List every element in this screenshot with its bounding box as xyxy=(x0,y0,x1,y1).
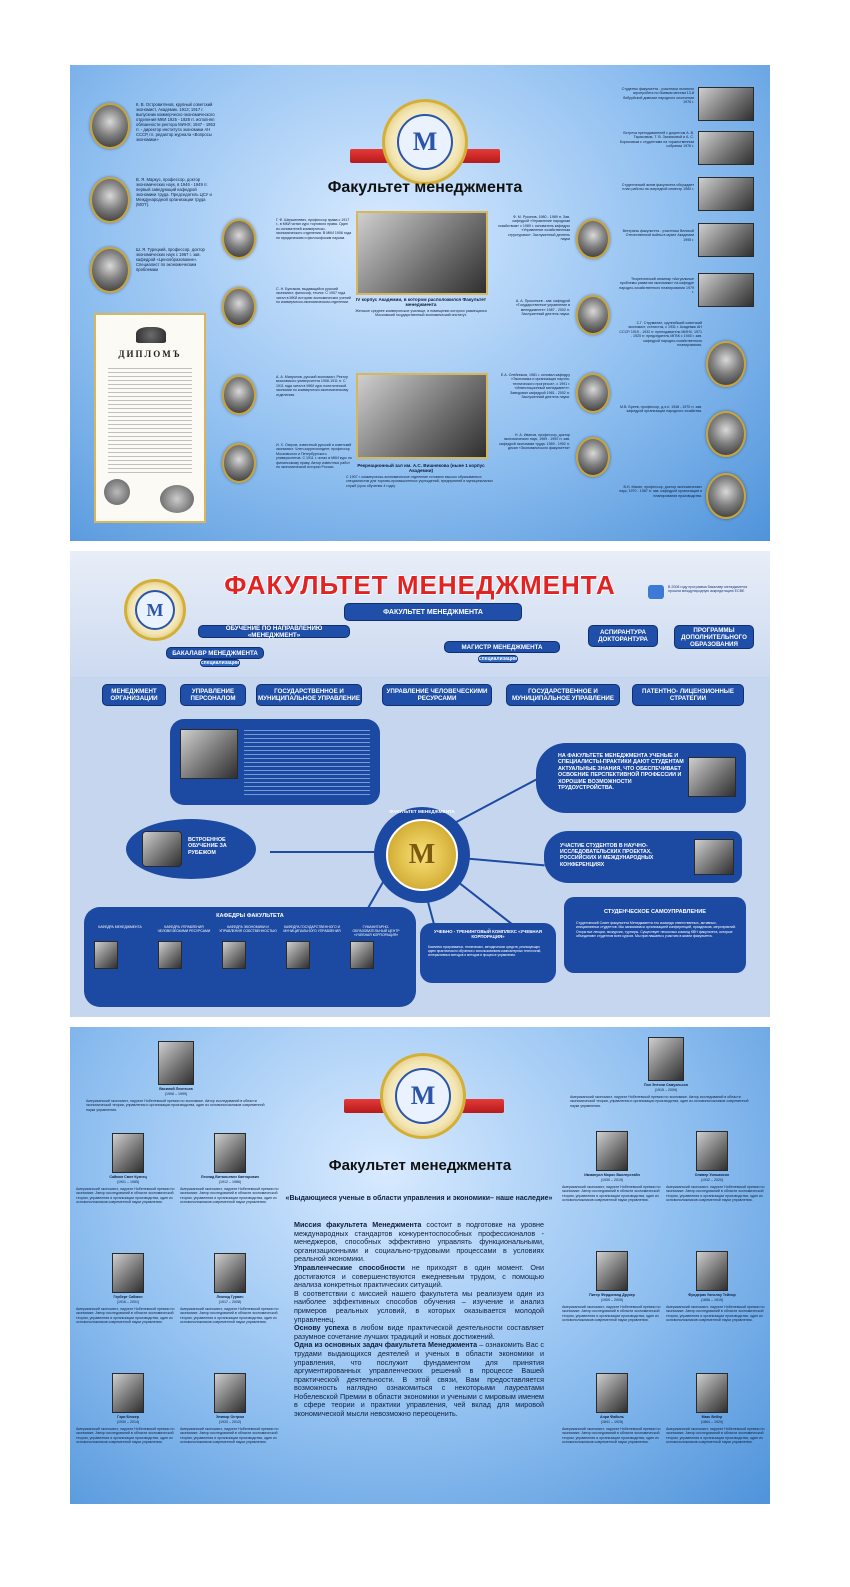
name-taylor: Фредерик Уинслоу Тейлор xyxy=(688,1293,736,1297)
panel3-title: Факультет менеджмента xyxy=(328,1157,512,1174)
portrait-taylor xyxy=(696,1251,728,1291)
bio-left-1: К. В. Островитянов, крупный советский экономист, Академик. 1913; 1917 г. выпускник коммерческо-экономического отделения МКИ 1925 - 1928 гг. исполнял обязанности ректора МИНХ; 1947 - 1953 гг. - директор института экономики АН СССР, гл. редактор журнала «Вопросы экономики» xyxy=(136,102,216,142)
hall-caption-title: Рекреационный зал им. А.С. Вишнякова (ныне 1 корпус Академии) xyxy=(357,463,485,474)
panel1-title: Факультет менеджмента xyxy=(327,179,523,196)
name-williamson: Оливер Уильямсон xyxy=(694,1173,730,1177)
name-samuelson: Пол Энтони Самуэльсон xyxy=(644,1083,688,1087)
bio-mid-3: А. А. Мануилов, русский экономист, Ректор московского университета 1908-1911 гг. С 1911 года читал в МКИ курс политической экономии по коммерческо-экономическому отделению. xyxy=(276,375,349,397)
years-leontief: (1906 – 1999) xyxy=(164,1092,188,1096)
eagle-emblem-icon xyxy=(136,327,166,343)
diploma-image xyxy=(94,313,206,523)
portrait-markus xyxy=(90,177,130,223)
portrait-rusinov xyxy=(576,219,610,259)
portrait-hurwicz xyxy=(214,1253,246,1293)
ability-lead: Управленческие способности xyxy=(294,1262,405,1272)
bio-right-1: Студенты факультета - участники льняного агропробега по боевым местам 13-й бобруйской дивизии народного ополчения 1976 г. xyxy=(621,87,694,105)
name-hurwicz: Леонид Гурвич xyxy=(216,1295,244,1299)
abroad-photo xyxy=(142,831,182,867)
complex-title: УЧЕБНО - ТРЕНИНГОВЫЙ КОМПЛЕКС «УЧЕБНАЯ КОРПОРАЦИЯ» xyxy=(434,929,542,940)
practice-text: НА ФАКУЛЬТЕТЕ МЕНЕДЖМЕНТА УЧЕНЫЕ И СПЕЦИАЛИСТЫ-ПРАКТИКИ ДАЮТ СТУДЕНТАМ АКТУАЛЬНЫЕ ЗНАНИЯ, ЧТО ОБЕСПЕЧИВАЕТ ОСВОЕНИЕ ПЕРСПЕКТИВНОЙ ПРОФЕССИИ И ХОРОШИЕ ВОЗМОЖНОСТИ ТРУДОУСТРОЙСТВА. xyxy=(558,753,684,792)
complex-text: Комплекс программных, технических, методических средств, реализующих идею практического обучения с использованием компьютерных технологий, интерактивных методов и методов в процессе управления. xyxy=(428,945,542,957)
hall-caption-text: С 1907 г. коммерческо-экономическое отделение готовило высоко образованных специалистов для торгово-промышленных учреждений, предприятий и муниципальных служб (срок обучения 4 года). xyxy=(346,475,493,488)
portrait-becker xyxy=(112,1373,144,1413)
task-body: – ознакомить Вас с трудами выдающихся деятелей и ученых в области экономики и управления, что послужит фундаментом для принятия аргументированных управленческих решений в процессе Вашей практической деятельности. В этой связи, Вам предоставляется возможность наглядно ознакомиться с некоторыми лауреатами Нобелевской Премии в области экономики и учеными с мировым именем в сфере теории и практики управления, чей вклад для мировой экономической мысли невозможно переоценить. xyxy=(294,1340,545,1419)
kafedry-title: КАФЕДРЫ ФАКУЛЬТЕТА xyxy=(216,913,284,919)
years-fayol: (1841 – 1925) xyxy=(600,1420,624,1424)
bio-samuelson: Американский экономист, лауреат Нобелевской премии по экономике. Автор исследований в области экономической теории, управления и организации производства, один из основоположников современной науки управления. xyxy=(570,1095,749,1108)
portrait-ivanov xyxy=(576,437,610,477)
ability-body: не приходят в один момент. Они достигаются и совершенствуются ежедневным трудом, с помощью анализа конкретных практических ситуаций. xyxy=(294,1262,544,1290)
name-becker: Гэри Беккер xyxy=(117,1415,139,1419)
dept-property: КАФЕДРА ЭКОНОМИКИ И УПРАВЛЕНИЯ СОБСТВЕННОСТЬЮ xyxy=(219,925,277,934)
bio-right-5: Теоретический семинар «Актуальные проблемы развития экономики» на кафедре народно-хозяйственного планирования 1979 г. xyxy=(619,277,694,295)
photo-seminar xyxy=(698,273,754,307)
portrait-bulgakov xyxy=(222,287,256,327)
portrait-breev xyxy=(706,411,746,457)
bio-weber: Американский экономист, лауреат Нобелевской премии по экономике. Автор исследований в области экономической теории, управления и организации производства, один из основоположников современной науки управления. xyxy=(666,1427,765,1445)
panel-heritage xyxy=(70,1027,770,1504)
bio-ostrom: Американский экономист, лауреат Нобелевской премии по экономике. Автор исследований в области экономической теории, управления и организации производства, один из основоположников современной науки управления. xyxy=(180,1427,279,1445)
bio-right-2: Встреча преподавателей с доцентом А. В. Тарасовым, Т. В. Записковой и А. С. Борисовым с студентами на торжественном собрании 1976 г. xyxy=(619,131,694,149)
name-simon: Герберт Саймон xyxy=(113,1295,143,1299)
portrait-kantorovich xyxy=(214,1133,246,1173)
faculty-medal-icon: М xyxy=(386,819,458,891)
building-caption-title: IV корпус Академии, в котором расположился Факультет менеджмента xyxy=(356,297,486,308)
portrait-myasin xyxy=(706,473,746,519)
building-caption-text: Женское среднее коммерческое училище, в помещении которого размещался Московский государственный экономический институт. xyxy=(355,309,487,318)
dept-photo xyxy=(222,941,246,969)
bachelor-spec-label: специализации xyxy=(200,659,240,666)
selfgov-title: СТУДЕНЧЕСКОЕ САМОУПРАВЛЕНИЕ xyxy=(604,909,706,915)
photo-veterans xyxy=(698,223,754,257)
hall-photo xyxy=(356,373,488,459)
photo-teachers-meeting xyxy=(698,131,754,165)
center-circle-label: ФАКУЛЬТЕТ МЕНЕДЖМЕНТА xyxy=(389,809,455,814)
bio-mid-1: Г. Ф. Шершеневич, профессор права с 1917 г., в МКИ читал курс торгового права. Один из основателей коммерческо-экономического отделения. В МКИ 1906 года по юридическим и философским наукам. xyxy=(276,218,352,240)
accreditation-note: В 2008 году программа бакалавр менеджмента прошла международную аккредитацию ЕСВЕ xyxy=(668,585,748,594)
dean-text-lines xyxy=(244,727,370,795)
diploma-text-lines xyxy=(108,365,192,475)
photo-students-rally xyxy=(698,87,754,121)
basis-lead: Основу успеха xyxy=(294,1323,349,1333)
panel2-title: ФАКУЛЬТЕТ МЕНЕДЖМЕНТА xyxy=(224,570,616,600)
abroad-text: ВСТРОЕННОЕ ОБУЧЕНИЕ ЗА РУБЕЖОМ xyxy=(188,837,227,856)
photo-student-activists xyxy=(698,177,754,211)
years-hurwicz: (1917 – 2008) xyxy=(218,1300,242,1304)
bio-right-3: Студенческий актив факультета обсуждает план работы на очередной семестр 1980 г. xyxy=(621,183,694,192)
spec-org-management: МЕНЕДЖМЕНТ ОРГАНИЗАЦИИ xyxy=(102,684,166,706)
method-paragraph: В соответствии с миссией нашего факультета мы реализуем один из наиболее эффективных способов обучения – изучение и анализ примеров реальных условий, в которых оказывается молодой управленец. xyxy=(294,1288,544,1324)
complex-block xyxy=(420,923,556,983)
portrait-drucker xyxy=(596,1251,628,1291)
basis-body: в любом виде практической деятельности составляет разумное сочетание лучших традиций и новых достижений. xyxy=(294,1323,544,1341)
dept-photo xyxy=(350,941,374,969)
mission-text-block xyxy=(294,1221,544,1419)
portrait-fayol xyxy=(596,1373,628,1413)
spec-personnel: УПРАВЛЕНИЕ ПЕРСОНАЛОМ xyxy=(180,684,246,706)
bio-hurwicz: Американский экономист, лауреат Нобелевской премии по экономике. Автор исследований в области экономической теории, управления и организации производства, один из основоположников современной науки управления. xyxy=(180,1307,279,1325)
dept-photo xyxy=(158,941,182,969)
portrait-oleynikov xyxy=(576,373,610,413)
bio-leontief: Американский экономист, лауреат Нобелевской премии по экономике. Автор исследований в области экономической теории, управления и организации производства, один из основоположников современной науки управления. xyxy=(86,1099,265,1112)
portrait-turetsky xyxy=(90,247,130,293)
building-photo xyxy=(356,211,488,295)
spec-state-mgmt-bachelor: ГОСУДАРСТВЕННОЕ И МУНИЦИПАЛЬНОЕ УПРАВЛЕНИЕ xyxy=(256,684,362,706)
name-kuznets: Саймон Смит Кузнец xyxy=(109,1175,147,1179)
bio-drucker: Американский экономист, лауреат Нобелевской премии по экономике. Автор исследований в области экономической теории, управления и организации производства, один из основоположников современной науки управления. xyxy=(562,1305,661,1323)
diploma-title: ДИПЛОМЪ xyxy=(118,349,182,359)
dean-photo xyxy=(180,729,238,779)
diploma-seal-icon xyxy=(104,479,130,505)
name-fayol: Анри Файоль xyxy=(599,1415,625,1419)
practice-photo xyxy=(688,757,736,797)
years-kuznets: (1901 – 1985) xyxy=(116,1180,140,1184)
name-ostrom: Элинор Остром xyxy=(215,1415,245,1419)
center-circle xyxy=(374,807,470,903)
academy-emblem-icon: М xyxy=(380,1053,466,1139)
kafedry-block xyxy=(84,907,416,1007)
panel-history xyxy=(70,65,770,541)
years-taylor: (1856 – 1915) xyxy=(700,1298,724,1302)
spec-state-mgmt-master: ГОСУДАРСТВЕННОЕ И МУНИЦИПАЛЬНОЕ УПРАВЛЕНИЕ xyxy=(506,684,620,706)
portrait-simon xyxy=(112,1253,144,1293)
portrait-ozerov xyxy=(222,443,256,483)
faculty-box: ФАКУЛЬТЕТ МЕНЕДЖМЕНТА xyxy=(344,603,522,621)
spec-patent-strategies: ПАТЕНТНО- ЛИЦЕНЗИОННЫЕ СТРАТЕГИИ xyxy=(632,684,744,706)
mission-body: состоит в подготовке на уровне международных стандартов конкурентоспособных профессионалов - менеджеров, способных эффективно управлять функциональными, организационными и социально-трудовыми процессами в условиях реальной экономики. xyxy=(294,1220,544,1264)
years-kantorovich: (1912 – 1986) xyxy=(218,1180,242,1184)
practice-block xyxy=(536,743,746,813)
mission-lead: Миссия факультета Менеджмента xyxy=(294,1220,422,1229)
bio-right-mid-4: Н. А. Иванов, профессор, доктор экономических наук, 1969 - 1992 гг. зав. кафедрой экономики труда. 1969 - 1992 гг. декан «Экономического факультета» xyxy=(499,433,570,451)
task-lead: Одна из основных задач факультета Менеджмента xyxy=(294,1340,478,1350)
years-drucker: (1909 – 2005) xyxy=(600,1298,624,1302)
bio-right-4: Ветераны факультета - участники Великой Отечественной войны в музее Академии 1995 г. xyxy=(622,229,694,242)
name-wallerstein: Иммануил Морис Валлерстайн xyxy=(584,1173,640,1177)
bio-williamson: Американский экономист, лауреат Нобелевской премии по экономике. Автор исследований в области экономической теории, управления и организации производства, один из основоположников современной науки управления. xyxy=(666,1185,765,1203)
portrait-strumilin xyxy=(706,341,746,387)
research-photo xyxy=(694,839,734,875)
academy-emblem-icon: М xyxy=(382,99,468,185)
bio-mid-2: С. Н. Булгаков, выдающийся русский экономист, философ, теолог. С 1907 года читал в МКИ историю экономических учений по коммерческо-экономическом отделении. xyxy=(276,287,351,305)
diploma-stamp-icon xyxy=(160,485,194,513)
portrait-prokopiev xyxy=(576,295,610,335)
bio-right-7: М.В. Бреев, профессор, д.э.н. 1948 - 1970 гг. зав. кафедрой организации народного хозяйства. xyxy=(620,405,702,414)
name-weber: Макс Вебер xyxy=(701,1415,723,1419)
portrait-shershenevich xyxy=(222,219,256,259)
name-kantorovich: Леонид Витальевич Канторович xyxy=(200,1175,260,1179)
bio-taylor: Американский экономист, лауреат Нобелевской премии по экономике. Автор исследований в области экономической теории, управления и организации производства, один из основоположников современной науки управления. xyxy=(666,1305,765,1323)
bio-mid-4: И. Х. Озеров, известный русский и советский экономист. Член-корреспондент, профессор Московского и Петербургского университетов. С 1911 г. читал в МКИ курс по финансовому праву. Автор известных работ по экономической истории России. xyxy=(276,443,352,470)
portrait-wallerstein xyxy=(596,1131,628,1171)
bio-right-mid-1: Ф. М. Русинов, 1980 - 1989 гг. Зав. кафедрой «Управление народным хозяйством» с 1989 г. основатель кафедры «Управление хозяйственным структурами». Заслуженный деятель науки xyxy=(498,215,570,242)
bio-wallerstein: Американский экономист, лауреат Нобелевской премии по экономике. Автор исследований в области экономической теории, управления и организации производства, один из основоположников современной науки управления. xyxy=(562,1185,661,1203)
name-leontief: Василий Леонтьев xyxy=(159,1087,193,1091)
portrait-weber xyxy=(696,1373,728,1413)
bachelor-box: БАКАЛАВР МЕНЕДЖМЕНТА xyxy=(166,647,264,659)
years-simon: (1916 – 2001) xyxy=(116,1300,140,1304)
research-text: УЧАСТИЕ СТУДЕНТОВ В НАУЧНО-ИССЛЕДОВАТЕЛЬСКИХ ПРОЕКТАХ, РОССИЙСКИХ И МЕЖДУНАРОДНЫХ КОНФЕРЕНЦИЯХ xyxy=(560,843,654,868)
dept-center: ГУМАНИТАРНО-ОБРАЗОВАТЕЛЬНЫЙ ЦЕНТР «УЧЕБНАЯ КОРПОРАЦИЯ» xyxy=(352,925,400,938)
dept-photo xyxy=(94,941,118,969)
ecbe-logo-icon xyxy=(648,585,664,599)
dept-state: КАФЕДРА ГОСУДАРСТВЕННОГО И МУНИЦИПАЛЬНОГО УПРАВЛЕНИЯ xyxy=(283,925,341,934)
aspirant-box: АСПИРАНТУРА ДОКТОРАНТУРА xyxy=(588,625,658,647)
name-drucker: Питер Фердинанд Друкер xyxy=(589,1293,635,1297)
years-wallerstein: (1930 – 2019) xyxy=(600,1178,624,1182)
dept-photo xyxy=(286,941,310,969)
bio-right-mid-3: Е.А. Олейников, 1981 г. основал кафедру «Экономика и организация научно-технического прогресса», с 1991 г. «Инвестиционный менеджмент». Заведовал кафедрой 1981 - 2002 гг. Заслуженный деятель науки. xyxy=(500,373,570,400)
bio-kuznets: Американский экономист, лауреат Нобелевской премии по экономике. Автор исследований в области экономической теории, управления и организации производства, один из основоположников современной науки управления. xyxy=(76,1187,175,1205)
panel3-subtitle: «Выдающиеся ученые в области управления и экономики– наше наследие» xyxy=(285,1195,553,1202)
bio-right-6: С.Г. Струмилин, крупнейший советский экономист, статистик, с 1931 г. Академик АН СССР. 1919 - 1932 гг. преподаватель МИНХ, 1971 - 1925 гг. председатель МГВК с 1945 г. зав. кафедрой народно-хозяйственного планирования. xyxy=(619,321,702,348)
portrait-manuilov xyxy=(222,375,256,415)
abroad-block xyxy=(126,819,256,879)
years-williamson: (1932 – 2020) xyxy=(700,1178,724,1182)
portrait-williamson xyxy=(696,1131,728,1171)
bio-fayol: Американский экономист, лауреат Нобелевской премии по экономике. Автор исследований в области экономической теории, управления и организации производства, один из основоположников современной науки управления. xyxy=(562,1427,661,1445)
panel-structure xyxy=(70,551,770,1017)
years-weber: (1864 – 1920) xyxy=(700,1420,724,1424)
direction-box: ОБУЧЕНИЕ ПО НАПРАВЛЕНИЮ «МЕНЕДЖМЕНТ» xyxy=(198,625,350,638)
dept-hr: КАФЕДРА УПРАВЛЕНИЯ ЧЕЛОВЕЧЕСКИМИ РЕСУРСАМИ xyxy=(157,925,211,934)
portrait-ostrom xyxy=(214,1373,246,1413)
selfgov-text: Студенческий Совет факультета Менеджмента это команда ответственных, активных, инициативных студентов. Мы занимаемся организацией конференций, праздников, мероприятий. Открытые лекции, экскурсии, турниры. Существует несколько команд КВН факультета, которые объединяют студентов всех курсов. Мы приглашаем к участию в жизни факультета. xyxy=(576,921,736,938)
bio-simon: Американский экономист, лауреат Нобелевской премии по экономике. Автор исследований в области экономической теории, управления и организации производства, один из основоположников современной науки управления. xyxy=(76,1307,175,1325)
bio-left-3: Ш. Я. Турецкий, профессор, доктор экономических наук с 1967 г. зав. кафедрой «Ценообразование». Специалист по экономическим проблемам xyxy=(136,247,205,272)
bio-kantorovich: Американский экономист, лауреат Нобелевской премии по экономике. Автор исследований в области экономической теории, управления и организации производства, один из основоположников современной науки управления. xyxy=(180,1187,279,1205)
dean-block xyxy=(170,719,380,805)
emblem-small-icon: М xyxy=(124,579,186,641)
portrait-samuelson xyxy=(648,1037,684,1081)
bio-right-mid-2: А. А. Прокопьев - зав. кафедрой «Государственное управление в менеджменте» 1987 - 2002 гг. Заслуженный деятель науки. xyxy=(515,299,570,317)
bio-right-8: В.Н. Мясин, профессор, доктор экономических наук, 1970 - 1987 гг. зав. кафедрой организации и планирования производства. xyxy=(619,485,702,498)
spec-human-resources: УПРАВЛЕНИЕ ЧЕЛОВЕЧЕСКИМИ РЕСУРСАМИ xyxy=(382,684,492,706)
years-samuelson: (1915 – 2009) xyxy=(654,1088,678,1092)
dept-management: КАФЕДРА МЕНЕДЖМЕНТА xyxy=(98,925,142,929)
portrait-leontief xyxy=(158,1041,194,1085)
master-box: МАГИСТР МЕНЕДЖМЕНТА xyxy=(444,641,560,653)
master-spec-label: специализации xyxy=(478,655,518,662)
years-ostrom: (1933 – 2012) xyxy=(218,1420,242,1424)
years-becker: (1930 – 2014) xyxy=(116,1420,140,1424)
bio-becker: Американский экономист, лауреат Нобелевской премии по экономике. Автор исследований в области экономической теории, управления и организации производства, один из основоположников современной науки управления. xyxy=(76,1427,175,1445)
portrait-ostrovityanov xyxy=(90,103,130,149)
bio-left-2: В. Я. Маркус, профессор, доктор экономических наук, в 1946 - 1949 гг. первый заведующий кафедрой экономики труда. Председатель ЦСУ и Международной организации труда (МОТ). xyxy=(136,177,212,207)
research-block xyxy=(544,831,742,883)
selfgov-block xyxy=(564,897,746,973)
dop-programs-box: ПРОГРАММЫ ДОПОЛНИТЕЛЬНОГО ОБРАЗОВАНИЯ xyxy=(674,625,754,649)
portrait-kuznets xyxy=(112,1133,144,1173)
